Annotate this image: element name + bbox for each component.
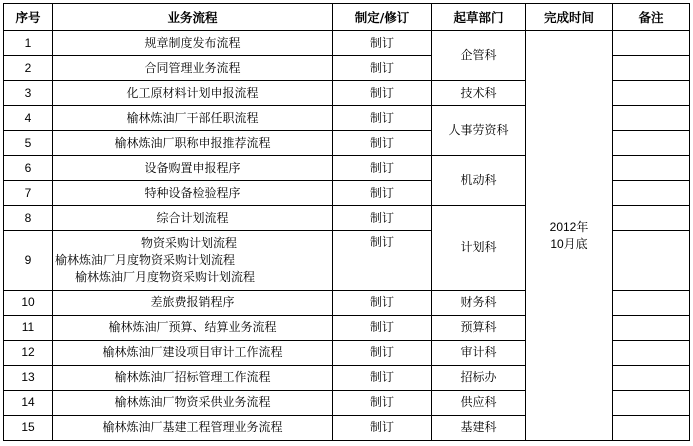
completion-time-cell — [526, 31, 613, 441]
row-number: 14 — [4, 390, 53, 415]
row-number: 5 — [4, 131, 53, 156]
remark-cell — [613, 290, 690, 315]
action-cell: 制订 — [333, 340, 432, 365]
process-name: 榆林炼油厂基建工程管理业务流程 — [53, 415, 333, 440]
row-number: 12 — [4, 340, 53, 365]
process-name-multiline — [53, 231, 333, 290]
process-name: 特种设备检验程序 — [53, 181, 333, 206]
remark-cell — [613, 315, 690, 340]
action-cell: 制订 — [333, 31, 432, 56]
action-cell: 制订 — [333, 415, 432, 440]
action-cell: 制订 — [333, 106, 432, 131]
remark-cell — [613, 390, 690, 415]
process-name: 榆林炼油厂职称申报推荐流程 — [53, 131, 333, 156]
process-name: 规章制度发布流程 — [53, 31, 333, 56]
remark-cell — [613, 81, 690, 106]
dept-cell: 招标办 — [432, 365, 526, 390]
action-cell: 制订 — [333, 81, 432, 106]
remark-cell — [613, 56, 690, 81]
action-cell: 制订 — [333, 290, 432, 315]
row-number: 1 — [4, 31, 53, 56]
action-cell: 制订 — [333, 231, 432, 290]
process-name: 榆林炼油厂预算、结算业务流程 — [53, 315, 333, 340]
row-number: 9 — [4, 231, 53, 290]
dept-cell: 基建科 — [432, 415, 526, 440]
process-name: 设备购置申报程序 — [53, 156, 333, 181]
action-cell: 制订 — [333, 365, 432, 390]
remark-cell — [613, 365, 690, 390]
remark-cell — [613, 181, 690, 206]
action-cell: 制订 — [333, 56, 432, 81]
remark-cell — [613, 131, 690, 156]
dept-cell: 审计科 — [432, 340, 526, 365]
row-number: 13 — [4, 365, 53, 390]
dept-cell: 机动科 — [432, 156, 526, 206]
dept-cell: 预算科 — [432, 315, 526, 340]
dept-cell: 供应科 — [432, 390, 526, 415]
dept-cell: 人事劳资科 — [432, 106, 526, 156]
process-name-line: 物资采购计划流程 — [141, 235, 238, 250]
remark-cell — [613, 206, 690, 231]
header-time: 完成时间 — [526, 4, 613, 31]
row-number: 4 — [4, 106, 53, 131]
row-number: 2 — [4, 56, 53, 81]
row-number: 11 — [4, 315, 53, 340]
table-row — [4, 31, 690, 56]
business-process-table — [3, 3, 690, 441]
header-remark: 备注 — [613, 4, 690, 31]
dept-cell: 计划科 — [432, 206, 526, 290]
remark-cell — [613, 156, 690, 181]
header-seq: 序号 — [4, 4, 53, 31]
remark-cell — [613, 340, 690, 365]
process-name: 差旅费报销程序 — [53, 290, 333, 315]
process-name: 榆林炼油厂物资采供业务流程 — [53, 390, 333, 415]
dept-cell: 技术科 — [432, 81, 526, 106]
action-cell: 制订 — [333, 131, 432, 156]
remark-cell — [613, 31, 690, 56]
header-dept: 起草部门 — [432, 4, 526, 31]
header-action: 制定/修订 — [333, 4, 432, 31]
action-cell: 制订 — [333, 390, 432, 415]
row-number: 8 — [4, 206, 53, 231]
process-name: 综合计划流程 — [53, 206, 333, 231]
process-name-line: 榆林炼油厂月度物资采购计划流程 — [75, 269, 256, 284]
process-name: 榆林炼油厂干部任职流程 — [53, 106, 333, 131]
action-cell: 制订 — [333, 181, 432, 206]
header-process: 业务流程 — [53, 4, 333, 31]
action-cell: 制订 — [333, 156, 432, 181]
process-name-line: 榆林炼油厂月度物资采购计划流程 — [55, 252, 236, 267]
process-name: 榆林炼油厂招标管理工作流程 — [53, 365, 333, 390]
row-number: 7 — [4, 181, 53, 206]
process-name: 合同管理业务流程 — [53, 56, 333, 81]
completion-month: 10月底 — [550, 236, 588, 251]
row-number: 15 — [4, 415, 53, 440]
remark-cell — [613, 231, 690, 290]
process-name: 化工原材料计划申报流程 — [53, 81, 333, 106]
action-cell: 制订 — [333, 315, 432, 340]
dept-cell: 财务科 — [432, 290, 526, 315]
remark-cell — [613, 415, 690, 440]
row-number: 10 — [4, 290, 53, 315]
header-row — [4, 4, 690, 31]
dept-cell: 企管科 — [432, 31, 526, 81]
row-number: 3 — [4, 81, 53, 106]
process-name: 榆林炼油厂建设项目审计工作流程 — [53, 340, 333, 365]
action-cell: 制订 — [333, 206, 432, 231]
row-number: 6 — [4, 156, 53, 181]
completion-year: 2012年 — [549, 219, 589, 234]
remark-cell — [613, 106, 690, 131]
